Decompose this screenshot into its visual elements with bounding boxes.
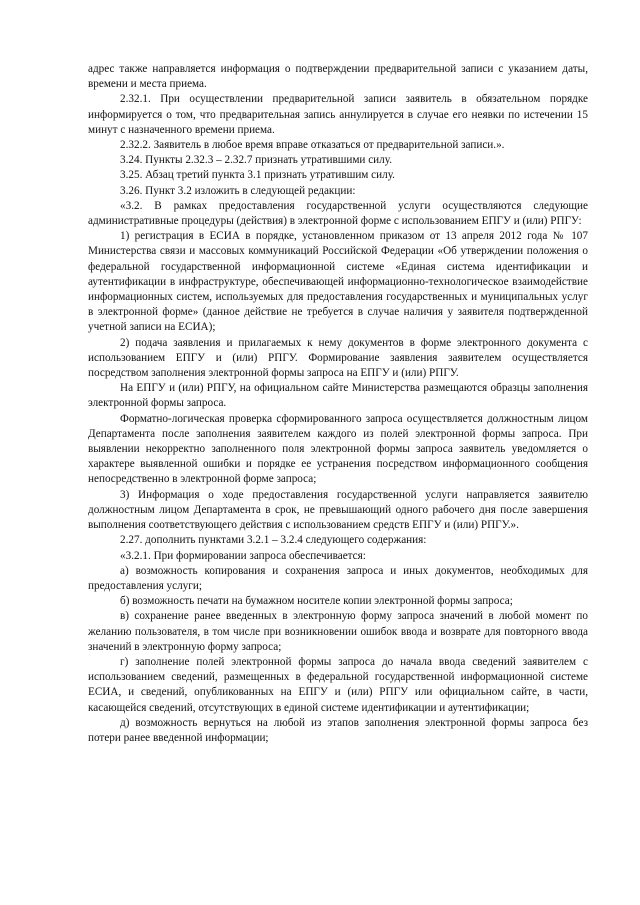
paragraph-15: а) возможность копирования и сохранения запроса и иных документов, необходимых для предоставления услуги; bbox=[88, 564, 588, 592]
paragraph-11: Форматно-логическая проверка сформированного запроса осуществляется должностным лицом Департамента после заполнения заявителем каждого из полей электронной формы запроса. При выявлении некорректно заполненного поля электронной формы запроса заявитель уведомляется о характере выявленной ошибки и порядке ее устранения посредством информационного сообщения непосредственно в электронной форме запроса; bbox=[88, 412, 588, 486]
paragraph-5: 3.25. Абзац третий пункта 3.1 признать утратившим силу. bbox=[120, 169, 395, 182]
paragraph-9: 2) подача заявления и прилагаемых к нему документов в форме электронного документа с использованием ЕПГУ и (или) РПГУ. Формирование заявления заявителем осуществляется посредством заполнения электронной формы запроса на ЕПГУ и (или) РПГУ. bbox=[88, 336, 588, 380]
paragraph-13: 2.27. дополнить пунктами 3.2.1 – 3.2.4 следующего содержания: bbox=[120, 534, 427, 547]
paragraph-19: д) возможность вернуться на любой из этапов заполнения электронной формы запроса без потери ранее введенной информации; bbox=[88, 716, 588, 744]
paragraph-2: 2.32.1. При осуществлении предварительной записи заявитель в обязательном порядке информируется о том, что предварительная запись аннулируется в случае его неявки по истечении 15 минут с назначенного времени приема. bbox=[88, 93, 588, 136]
paragraph-12: 3) Информация о ходе предоставления государственной услуги направляется заявителю должностным лицом Департамента в срок, не превышающий одного рабочего дня после завершения выполнения соответствующего действия с использованием средств ЕПГУ и (или) РПГУ.». bbox=[88, 488, 588, 532]
paragraph-3: 2.32.2. Заявитель в любое время вправе отказаться от предварительной записи.». bbox=[120, 139, 505, 152]
paragraph-10: На ЕПГУ и (или) РПГУ, на официальном сайте Министерства размещаются образцы заполнения электронной формы запроса. bbox=[88, 382, 588, 410]
paragraph-6: 3.26. Пункт 3.2 изложить в следующей редакции: bbox=[120, 184, 356, 197]
paragraph-4: 3.24. Пункты 2.32.3 – 2.32.7 признать утратившими силу. bbox=[120, 154, 392, 167]
paragraph-14: «3.2.1. При формировании запроса обеспечивается: bbox=[120, 549, 366, 562]
paragraph-17: в) сохранение ранее введенных в электронную форму запроса значений в любой момент по желанию пользователя, в том числе при возникновении ошибок ввода и возврате для повторного ввода значений в электронную форму запроса; bbox=[88, 610, 588, 653]
paragraph-8: 1) регистрация в ЕСИА в порядке, установленном приказом от 13 апреля 2012 года № 107 Министерства связи и массовых коммуникаций Российской Федерации «Об утверждении положения о федеральной государственной информационной системе «Единая система идентификации и аутентификации в инфраструктуре, обеспечивающей информационно-технологическое взаимодействие информационных систем, используемых для предоставления государственных и муниципальных услуг в электронной форме» (данное действие не требуется в случае наличия у заявителя подтвержденной учетной записи на ЕСИА); bbox=[88, 230, 588, 334]
paragraph-16: б) возможность печати на бумажном носителе копии электронной формы запроса; bbox=[120, 595, 513, 608]
paragraph-7: «3.2. В рамках предоставления государственной услуги осуществляются следующие административные процедуры (действия) в электронной форме с использованием ЕПГУ и (или) РПГУ: bbox=[88, 199, 588, 228]
paragraph-1: адрес также направляется информация о подтверждении предварительной записи с указанием даты, времени и места приема. bbox=[88, 63, 588, 91]
paragraph-18: г) заполнение полей электронной формы запроса до начала ввода сведений заявителем с использованием сведений, размещенных в федеральной государственной информационной системе ЕСИА, и сведений, опубликованных на ЕПГУ и (или) РПГУ или официальном сайте, в части, касающейся сведений, отсутствующих в единой системе идентификации и аутентификации; bbox=[88, 655, 588, 714]
